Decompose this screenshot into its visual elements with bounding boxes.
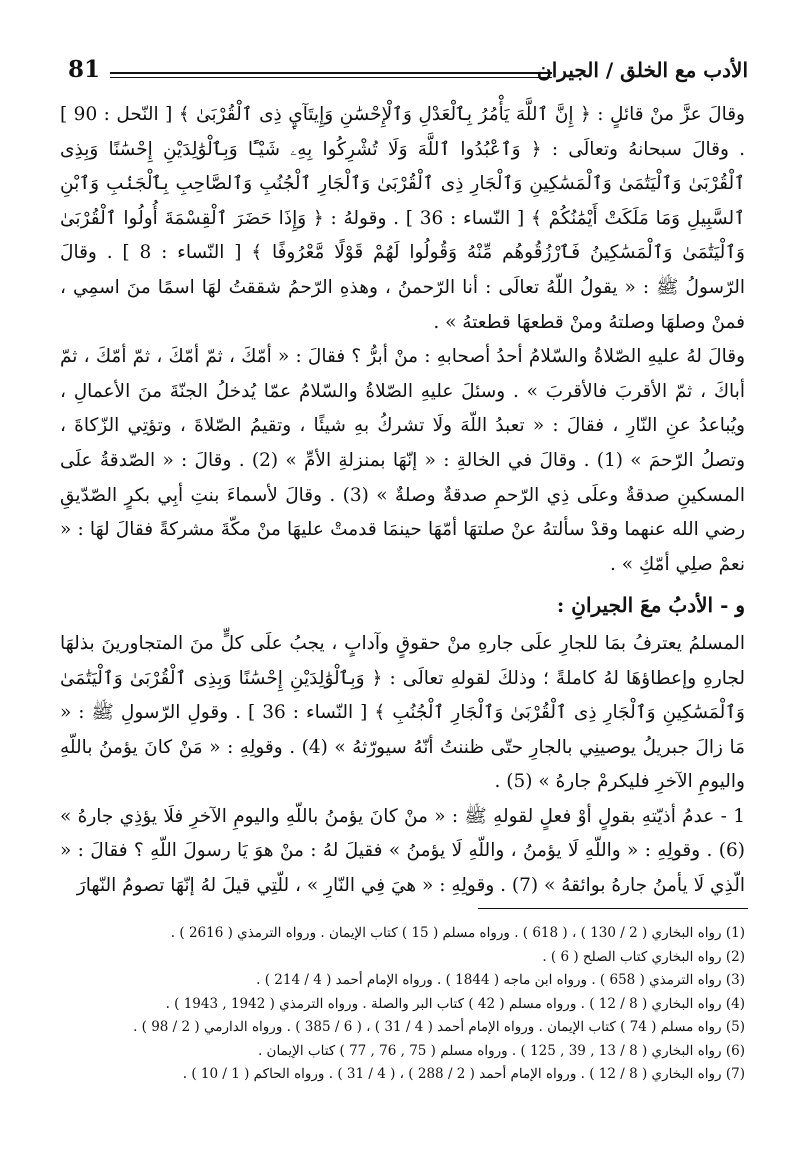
- page-number: 81: [68, 56, 101, 83]
- header-rule-thin: [110, 77, 552, 78]
- paragraph-2: وقالَ لهُ عليهِ الصّلاةُ والسّلامُ أحدُ أصحابهِ : منْ أبرُّ ؟ فقالَ : « أمّكَ ، ثمّ أمّكَ ، ثمّ أمّكَ ، ثمّ أباكَ ، ثمّ الأقربَ فالأقربَ » . وسئلَ عليهِ الصّلاةُ والسّلامُ عمّا يُدخلُ الجنّةَ منَ الأعمالِ ، ويُباعدُ عنِ النّارِ ، فقالَ : « تعبدُ اللّهَ ولَا تشركُ بهِ شيئًا ، وتقيمُ الصّلاةَ ، وتؤتِي الزّكاةَ ، وتصلُ الرّحمَ » (1) . وقالَ في الخالةِ : « إنّهَا بمنزلةِ الأمِّ » (2) . وقالَ : « الصّدقةُ علَى المسكينِ صدقةٌ وعلَى ذِي الرّحمِ صدقةٌ وصلةٌ » (3) . وقالَ لأسماءَ بنتِ أبِي بكرٍ الصّدّيقِ رضي الله عنهما وقدْ سألتهُ عنْ صلتهَا أمّهَا حينمَا قدمتْ عليهَا منْ مكّةَ مشركةً فقالَ لهَا : « نعمْ صلِي أمّكِ » .: [60, 346, 745, 575]
- running-header: [68, 56, 748, 90]
- main-text: [60, 98, 745, 904]
- footnote-3: (3) رواه الترمذي ( 658 ) . ورواه ابن ماجه ( 1844 ) . ورواه الإمام أحمد ( 4 / 214 ) .: [256, 972, 745, 988]
- footnote-7: (7) رواه البخاري ( 8 / 12 ) . ورواه الإمام أحمد ( 2 / 288 ) ، ( 4 / 31 ) . ورواه الحاكم ( 1 / 10 ) .: [182, 1066, 745, 1082]
- footnote-5: (5) رواه مسلم ( 74 ) كتاب الإيمان . ورواه الإمام أحمد ( 4 / 31 ) ، ( 6 / 385 ) . ورواه الدارمي ( 2 / 98 ) .: [133, 1019, 745, 1035]
- footnotes: [120, 922, 745, 1087]
- footnote-2: (2) رواه البخاري كتاب الصلح ( 6 ) .: [542, 948, 745, 965]
- header-title: الأدب مع الخلق / الجيران: [537, 58, 748, 82]
- paragraph-1: وقالَ عزَّ منْ قائلٍ : ﴿ إِنَّ ٱللَّهَ يَأْمُرُ بِٱلْعَدْلِ وَٱلْإِحْسَٰنِ وَإِيتَآيِٕ ذِى ٱلْقُرْبَىٰ ﴾ [ النّحل : 90 ] . وقالَ سبحانهُ وتعالَى : ﴿ وَٱعْبُدُوا ٱللَّهَ وَلَا تُشْرِكُوا بِهِۦ شَيْـًٔا وَبِٱلْوَٰلِدَيْنِ إِحْسَٰنًا وَبِذِى ٱلْقُرْبَىٰ وَٱلْيَتَٰمَىٰ وَٱلْمَسَٰكِينِ وَٱلْجَارِ ذِى ٱلْقُرْبَىٰ وَٱلْجَارِ ٱلْجُنُبِ وَٱلصَّاحِبِ بِٱلْجَنۢبِ وَٱبْنِ ٱلسَّبِيلِ وَمَا مَلَكَتْ أَيْمَٰنُكُمْ ﴾ [ النّساء : 36 ] . وقولهُ : ﴿ وَإِذَا حَضَرَ ٱلْقِسْمَةَ أُولُوا ٱلْقُرْبَىٰ وَٱلْيَتَٰمَىٰ وَٱلْمَسَٰكِينُ فَٱرْزُقُوهُم مِّنْهُ وَقُولُوا لَهُمْ قَوْلًا مَّعْرُوفًا ﴾ [ النّساء : 8 ] . وقالَ الرّسولُ ﷺ : « يقولُ اللّهُ تعالَى : أنا الرّحمنُ ، وهذهِ الرّحمُ شققتُ لهَا اسمًا منَ اسمِي ، فمنْ وصلهَا وصلتهُ ومنْ قطعهَا قطعتهُ » .: [60, 104, 745, 333]
- footnote-4: (4) رواه البخاري ( 8 / 12 ) . ورواه مسلم ( 42 ) كتاب البر والصلة . ورواه الترمذي ( 1942 , 1943 ) .: [165, 995, 745, 1012]
- footnote-separator: [478, 908, 748, 909]
- header-rule: [110, 72, 552, 74]
- footnote-1: (1) رواه البخاري ( 2 / 130 ) ، ( 618 ) . ورواه مسلم ( 15 ) كتاب الإيمان . ورواه الترمذي ( 2616 ) .: [170, 925, 745, 941]
- paragraph-4: 1 - عدمُ أذيّتهِ بقولٍ أوْ فعلٍ لقولهِ ﷺ : « منْ كانَ يؤمنُ باللّهِ واليومِ الآخرِ فلَا يؤذِي جارهُ » (6) . وقولِهِ : « واللّهِ لَا يؤمنُ ، واللّهِ لَا يؤمنُ » فقيلَ لهُ : منْ هوَ يَا رسولَ اللّهِ ؟ فقالَ : « الّذِي لَا يأمنُ جارهُ بوائقهُ » (7) . وقولِهِ : « هيَ فِي النّارِ » ، للّتِي قيلَ لهُ إنّهَا تصومُ النّهارَ: [60, 805, 745, 897]
- paragraph-3: المسلمُ يعترفُ بمَا للجارِ علَى جارهِ منْ حقوقٍ وآدابٍ ، يجبُ علَى كلٍّ منَ المتجاورينَ بذلهَا لجارهِ وإعطاؤهَا لهُ كاملةً ؛ وذلكَ لقولهِ تعالَى : ﴿ وَبِٱلْوَٰلِدَيْنِ إِحْسَٰنًا وَبِذِى ٱلْقُرْبَىٰ وَٱلْيَتَٰمَىٰ وَٱلْمَسَٰكِينِ وَٱلْجَارِ ذِى ٱلْقُرْبَىٰ وَٱلْجَارِ ٱلْجُنُبِ ﴾ [ النّساء : 36 ] . وقولِ الرّسولِ ﷺ : « مَا زالَ جبريلُ يوصينِي بالجارِ حتّى ظننتُ أنّهُ سيورّثهُ » (4) . وقولِهِ : « مَنْ كانَ يؤمنُ باللّهِ واليومِ الآخرِ فليكرمْ جارهُ » (5) .: [60, 632, 745, 793]
- footnote-6: (6) رواه البخاري ( 8 / 13 , 39 , 125 ) . ورواه مسلم ( 75 , 76 , 77 ) كتاب الإيمان .: [257, 1042, 745, 1059]
- section-heading: و - الأدبُ معَ الجيرانِ :: [556, 593, 745, 618]
